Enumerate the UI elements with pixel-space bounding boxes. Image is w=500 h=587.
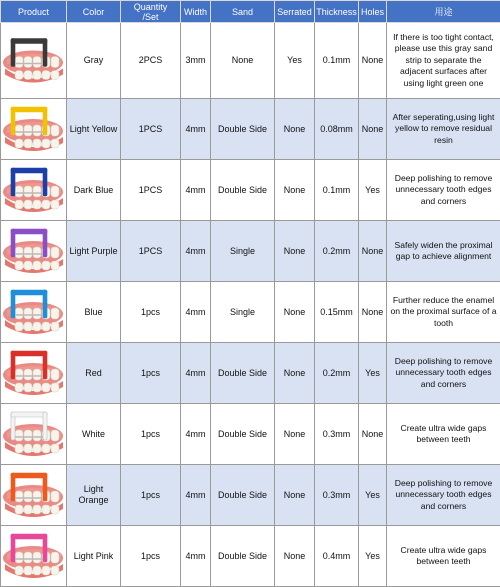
header-holes: Holes bbox=[359, 1, 387, 23]
width-cell: 4mm bbox=[181, 526, 211, 587]
teeth-model-icon bbox=[1, 160, 66, 220]
width-cell: 3mm bbox=[181, 23, 211, 99]
teeth-model-icon bbox=[1, 282, 66, 342]
teeth-model-icon bbox=[1, 23, 66, 98]
product-image bbox=[1, 99, 67, 160]
thickness-cell: 0.08mm bbox=[315, 99, 359, 160]
holes-cell: None bbox=[359, 99, 387, 160]
width-cell: 4mm bbox=[181, 465, 211, 526]
strip-handle-top bbox=[11, 39, 47, 44]
product-image bbox=[1, 282, 67, 343]
thickness-cell: 0.1mm bbox=[315, 160, 359, 221]
table-row bbox=[1, 99, 500, 160]
serrated-cell: None bbox=[275, 465, 315, 526]
teeth-model-icon bbox=[1, 526, 66, 586]
strip-handle-top bbox=[11, 107, 47, 112]
serrated-cell: None bbox=[275, 160, 315, 221]
quantity-cell: 1pcs bbox=[121, 343, 181, 404]
holes-cell: None bbox=[359, 221, 387, 282]
strip-handle-top bbox=[11, 290, 47, 295]
holes-cell: Yes bbox=[359, 465, 387, 526]
holes-cell: None bbox=[359, 282, 387, 343]
width-cell: 4mm bbox=[181, 404, 211, 465]
sand-cell: Double Side bbox=[211, 404, 275, 465]
usage-cell: Safely widen the proximal gap to achieve alignment bbox=[387, 221, 500, 282]
strip-handle-top bbox=[11, 229, 47, 234]
strip-handle-top bbox=[11, 412, 47, 417]
table-row bbox=[1, 404, 500, 465]
holes-cell: None bbox=[359, 404, 387, 465]
sand-cell: Double Side bbox=[211, 465, 275, 526]
sand-cell: Double Side bbox=[211, 99, 275, 160]
serrated-cell: None bbox=[275, 99, 315, 160]
width-cell: 4mm bbox=[181, 221, 211, 282]
sand-cell: Double Side bbox=[211, 160, 275, 221]
width-cell: 4mm bbox=[181, 282, 211, 343]
header-usage: 用途 bbox=[387, 1, 500, 23]
usage-cell: After seperating,using light yellow to remove residual resin bbox=[387, 99, 500, 160]
teeth-model-icon bbox=[1, 465, 66, 525]
table-row bbox=[1, 343, 500, 404]
thickness-cell: 0.2mm bbox=[315, 221, 359, 282]
serrated-cell: None bbox=[275, 526, 315, 587]
thickness-cell: 0.1mm bbox=[315, 23, 359, 99]
table-row bbox=[1, 160, 500, 221]
sand-cell: Double Side bbox=[211, 343, 275, 404]
quantity-cell: 1PCS bbox=[121, 99, 181, 160]
teeth-model-icon bbox=[1, 99, 66, 159]
strip-handle-right bbox=[43, 39, 47, 67]
product-image bbox=[1, 404, 67, 465]
color-cell: Light Orange bbox=[67, 465, 121, 526]
header-serrated: Serrated bbox=[275, 1, 315, 23]
table-row bbox=[1, 465, 500, 526]
strip-handle-right bbox=[43, 229, 47, 257]
color-cell: Gray bbox=[67, 23, 121, 99]
holes-cell: Yes bbox=[359, 160, 387, 221]
product-image bbox=[1, 526, 67, 587]
serrated-cell: None bbox=[275, 343, 315, 404]
table-row bbox=[1, 23, 500, 99]
quantity-cell: 1PCS bbox=[121, 160, 181, 221]
thickness-cell: 0.15mm bbox=[315, 282, 359, 343]
serrated-cell: None bbox=[275, 221, 315, 282]
sand-cell: Double Side bbox=[211, 526, 275, 587]
thickness-cell: 0.3mm bbox=[315, 465, 359, 526]
usage-cell: Create ultra wide gaps between teeth bbox=[387, 526, 500, 587]
header-thickness: Thickness bbox=[315, 1, 359, 23]
header-color: Color bbox=[67, 1, 121, 23]
strip-handle-right bbox=[43, 473, 47, 501]
table-row bbox=[1, 526, 500, 587]
usage-cell: Create ultra wide gaps between teeth bbox=[387, 404, 500, 465]
thickness-cell: 0.2mm bbox=[315, 343, 359, 404]
usage-cell: Deep polishing to remove unnecessary tooth edges and corners bbox=[387, 160, 500, 221]
color-cell: Light Purple bbox=[67, 221, 121, 282]
holes-cell: None bbox=[359, 23, 387, 99]
color-cell: Light Pink bbox=[67, 526, 121, 587]
usage-cell: Deep polishing to remove unnecessary tooth edges and corners bbox=[387, 343, 500, 404]
strip-handle-top bbox=[11, 473, 47, 478]
serrated-cell: Yes bbox=[275, 23, 315, 99]
sand-cell: Single bbox=[211, 282, 275, 343]
table-row bbox=[1, 221, 500, 282]
product-image bbox=[1, 343, 67, 404]
color-cell: Light Yellow bbox=[67, 99, 121, 160]
serrated-cell: None bbox=[275, 282, 315, 343]
quantity-cell: 1pcs bbox=[121, 282, 181, 343]
width-cell: 4mm bbox=[181, 99, 211, 160]
thickness-cell: 0.4mm bbox=[315, 526, 359, 587]
strip-handle-top bbox=[11, 534, 47, 539]
table-header-row bbox=[1, 1, 500, 23]
quantity-cell: 1pcs bbox=[121, 526, 181, 587]
product-image bbox=[1, 23, 67, 99]
strip-handle-right bbox=[43, 412, 47, 440]
usage-cell: If there is too tight contact, please use this gray sand strip to separate the adjacent surfaces after using light green one bbox=[387, 23, 500, 99]
strip-handle-right bbox=[43, 168, 47, 196]
header-product: Product bbox=[1, 1, 67, 23]
serrated-cell: None bbox=[275, 404, 315, 465]
color-cell: Red bbox=[67, 343, 121, 404]
quantity-cell: 1PCS bbox=[121, 221, 181, 282]
product-image bbox=[1, 465, 67, 526]
strip-handle-top bbox=[11, 351, 47, 356]
strip-handle-top bbox=[11, 168, 47, 173]
product-image bbox=[1, 221, 67, 282]
holes-cell: Yes bbox=[359, 343, 387, 404]
teeth-model-icon bbox=[1, 343, 66, 403]
width-cell: 4mm bbox=[181, 343, 211, 404]
quantity-cell: 1pcs bbox=[121, 404, 181, 465]
strip-handle-right bbox=[43, 534, 47, 562]
color-cell: Blue bbox=[67, 282, 121, 343]
color-cell: White bbox=[67, 404, 121, 465]
teeth-model-icon bbox=[1, 221, 66, 281]
header-sand: Sand bbox=[211, 1, 275, 23]
sand-cell: None bbox=[211, 23, 275, 99]
quantity-cell: 2PCS bbox=[121, 23, 181, 99]
table-row bbox=[1, 282, 500, 343]
holes-cell: Yes bbox=[359, 526, 387, 587]
product-image bbox=[1, 160, 67, 221]
color-cell: Dark Blue bbox=[67, 160, 121, 221]
header-width: Width bbox=[181, 1, 211, 23]
thickness-cell: 0.3mm bbox=[315, 404, 359, 465]
header-quantity: Quantity /Set bbox=[121, 1, 181, 23]
usage-cell: Deep polishing to remove unnecessary tooth edges and corners bbox=[387, 465, 500, 526]
strip-handle-right bbox=[43, 107, 47, 135]
sand-cell: Single bbox=[211, 221, 275, 282]
strip-handle-right bbox=[43, 351, 47, 379]
usage-cell: Further reduce the enamel on the proximal surface of a tooth bbox=[387, 282, 500, 343]
teeth-model-icon bbox=[1, 404, 66, 464]
quantity-cell: 1pcs bbox=[121, 465, 181, 526]
width-cell: 4mm bbox=[181, 160, 211, 221]
strip-handle-right bbox=[43, 290, 47, 318]
